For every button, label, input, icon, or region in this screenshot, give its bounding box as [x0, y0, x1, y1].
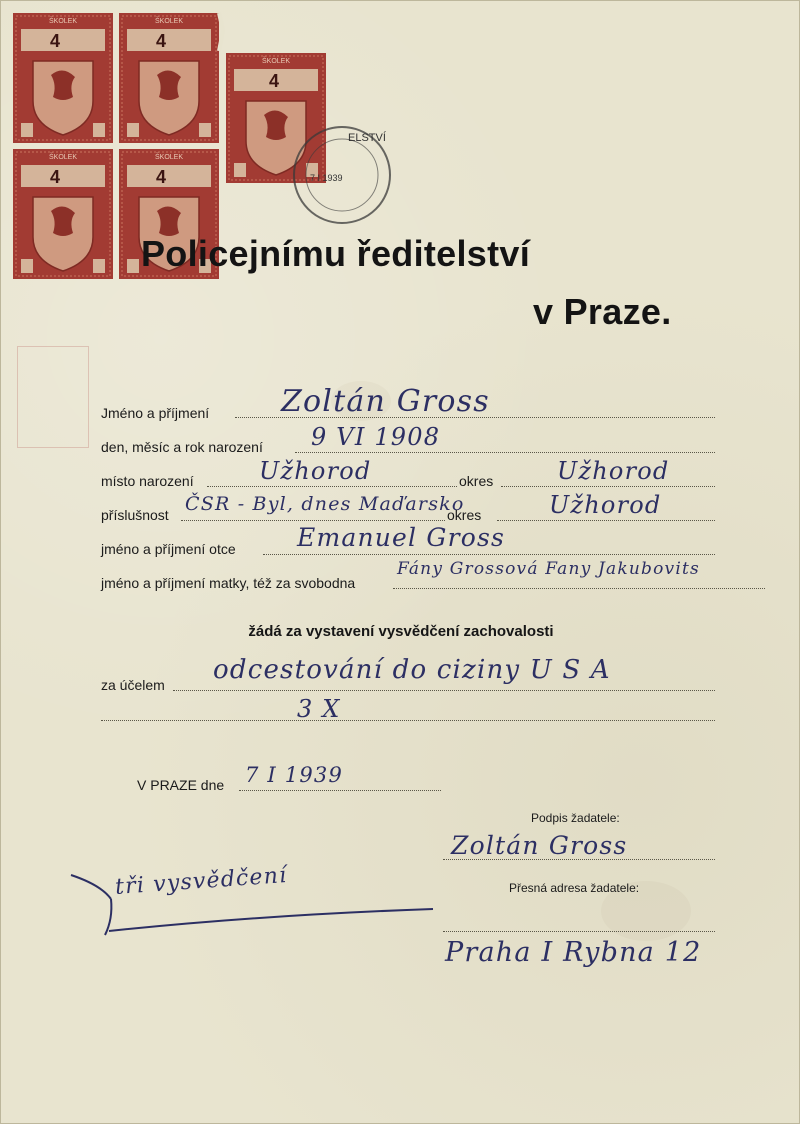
- signature-label: Podpis žadatele:: [531, 811, 620, 825]
- place-date-label: V PRAZE dne: [137, 777, 225, 793]
- district-handwritten: Užhorod: [557, 457, 670, 485]
- document-heading-line2: v Praze.: [533, 291, 672, 332]
- nationality-dotted-line: [181, 520, 445, 521]
- stamp-top-text: ŠKOLEK: [48, 18, 78, 25]
- nationality-handwritten: ČSR - Byl, dnes Maďarsko: [185, 493, 465, 515]
- mother-dotted-line: [393, 588, 765, 589]
- margin-note-handwritten: tři vysvědčení: [114, 863, 289, 900]
- purpose-handwritten: odcestování do ciziny U S A: [213, 655, 611, 685]
- father-dotted-line: [263, 554, 715, 555]
- address-handwritten: Praha I Rybna 12: [445, 937, 702, 968]
- faded-stamp-mark: [17, 346, 89, 448]
- stamp-top-text: ŠKOLEK: [48, 154, 78, 161]
- purpose-label: za účelem: [101, 677, 165, 693]
- stamp-top-text: ŠKOLEK: [261, 58, 291, 65]
- date-handwritten: 7 I 1939: [245, 763, 344, 787]
- district2-handwritten: Užhorod: [549, 491, 662, 519]
- stamp-denomination: 4: [155, 31, 167, 51]
- stamp-top-text: ŠKOLEK: [154, 154, 184, 161]
- date-dotted-line: [239, 790, 441, 791]
- postmark-date: 7 I 1939: [310, 173, 343, 183]
- name-handwritten: Zoltán Gross: [281, 384, 490, 419]
- stamp-top-text: ŠKOLEK: [154, 18, 184, 25]
- father-label: jméno a příjmení otce: [101, 541, 236, 557]
- address-dotted-line: [443, 931, 715, 932]
- purpose-dotted-line: [173, 690, 715, 691]
- address-label: Přesná adresa žadatele:: [509, 881, 640, 895]
- document-heading-line1: Policejnímu ředitelství: [141, 233, 531, 274]
- postmark-text: ELSTVÍ: [348, 132, 386, 144]
- stamp-denomination: 4: [49, 167, 61, 187]
- father-handwritten: Emanuel Gross: [297, 523, 506, 552]
- signature-handwritten: Zoltán Gross: [451, 831, 628, 860]
- name-label: Jméno a příjmení: [101, 405, 210, 421]
- birthplace-label: místo narození: [101, 473, 194, 489]
- postmark: [276, 119, 406, 229]
- stamp-denomination: 4: [268, 71, 280, 91]
- stamp-denomination: 4: [49, 31, 61, 51]
- stamp-denomination: 4: [155, 167, 167, 187]
- purpose-dotted-line-2: [101, 720, 715, 721]
- margin-note-underline: [61, 869, 441, 939]
- mother-handwritten: Fány Grossová Fany Jakubovits: [397, 559, 700, 579]
- district2-label: okres: [447, 507, 482, 523]
- copies-handwritten: 3 X: [297, 695, 341, 723]
- birthplace-handwritten: Užhorod: [259, 457, 372, 485]
- birthplace-dotted-line: [207, 486, 457, 487]
- district2-dotted-line: [497, 520, 715, 521]
- birth-date-dotted-line: [295, 452, 715, 453]
- birth-date-handwritten: 9 VI 1908: [311, 423, 441, 451]
- request-statement: žádá za vystavení vysvědčení zachovalosti: [248, 623, 554, 640]
- district-dotted-line: [501, 486, 715, 487]
- district-label: okres: [459, 473, 494, 489]
- nationality-label: příslušnost: [101, 507, 169, 523]
- birth-date-label: den, měsíc a rok narození: [101, 439, 263, 455]
- mother-label: jméno a příjmení matky, též za svobodna: [101, 575, 356, 591]
